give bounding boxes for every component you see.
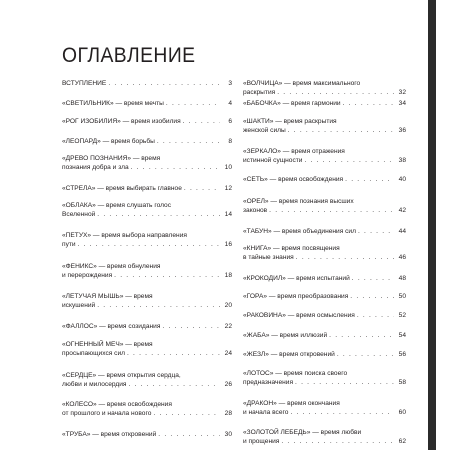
toc-entry-text: «РОГ ИЗОБИЛИЯ» — время изобилия: [62, 118, 181, 125]
dot-leader: [114, 272, 220, 281]
dot-leader: [277, 89, 394, 98]
toc-entry[interactable]: [62, 202, 232, 219]
toc-entry-text: ВСТУПЛЕНИЕ: [62, 80, 107, 87]
toc-entry-text: в тайные знания: [243, 253, 294, 261]
toc-entry-text: и перерождения: [62, 271, 113, 279]
dot-leader: [352, 275, 394, 284]
toc-page-number: 34: [398, 100, 406, 107]
toc-entry-text: «ЛЕОПАРД» — время борьбы: [62, 138, 155, 145]
toc-entry-text: и прощения: [243, 437, 280, 445]
toc-entry-text: любви и милосердия: [62, 380, 127, 388]
toc-entry[interactable]: [62, 372, 232, 389]
dot-leader: [350, 293, 394, 302]
toc-entry-text: «СЕРДЦЕ» — время открытия сердца,: [62, 372, 181, 379]
dot-leader: [78, 241, 220, 250]
dot-leader: [357, 312, 394, 321]
dot-leader: [295, 379, 394, 388]
toc-entry-text: просыпающихся сил: [62, 349, 125, 357]
toc-entry-text: от прошлого и начала нового: [62, 409, 152, 417]
toc-entry-text: истинной сущности: [243, 156, 303, 164]
toc-entry[interactable]: [62, 323, 232, 332]
toc-page-number: 8: [228, 138, 232, 145]
toc-entry-text: «ГОРА» — время преобразования: [243, 293, 349, 300]
toc-entry[interactable]: [62, 401, 232, 418]
toc-entry-text: «ЗЕРКАЛО» — время отражения: [243, 148, 345, 155]
toc-entry-text: «ЗОЛОТОЙ ЛЕБЕДЬ» — время любви: [243, 429, 362, 436]
toc-entry-text: «БАБОЧКА» — время гармонии: [243, 100, 341, 107]
dot-leader: [153, 410, 220, 419]
toc-entry[interactable]: [62, 431, 232, 440]
toc-entry[interactable]: [62, 80, 232, 89]
toc-entry-text: и начала всего: [243, 408, 289, 416]
toc-page-number: 3: [228, 80, 232, 87]
toc-entry[interactable]: [62, 100, 232, 109]
dot-leader: [184, 185, 220, 194]
dot-leader: [131, 164, 220, 173]
dot-leader: [296, 254, 394, 263]
dot-leader: [162, 323, 220, 332]
dot-leader: [108, 80, 220, 89]
dot-leader: [269, 207, 394, 216]
toc-entry[interactable]: [243, 332, 406, 341]
toc-entry-text: «ЛЕТУЧАЯ МЫШЬ» — время: [62, 293, 153, 300]
toc-page-number: 30: [224, 431, 232, 438]
toc-page-number: 58: [398, 378, 406, 386]
dot-leader: [290, 409, 394, 418]
toc-entry-text: «РАКОВИНА» — время осмысления: [243, 312, 355, 319]
toc-page-number: 60: [398, 408, 406, 416]
toc-entry[interactable]: [243, 370, 406, 387]
toc-entry-text: «ФАЛЛОС» — время созидания: [62, 323, 161, 330]
toc-entry-text: «СВЕТИЛЬНИК» — время мечты: [62, 100, 164, 107]
toc-entry-text: Вселенной: [62, 210, 96, 218]
toc-page-number: 12: [224, 185, 232, 192]
toc-entry-text: пути: [62, 240, 76, 248]
toc-page-number: 52: [398, 312, 406, 319]
toc-entry[interactable]: [62, 118, 232, 127]
toc-page-number: 48: [398, 275, 406, 282]
dot-leader: [343, 100, 394, 109]
dot-leader: [345, 176, 394, 185]
toc-page-number: 14: [224, 210, 232, 218]
toc-entry-text: предназначения: [243, 378, 294, 386]
toc-entry-text: «СЕТЬ» — время освобождения: [243, 176, 344, 183]
toc-page-number: 62: [398, 437, 406, 445]
toc-entry[interactable]: [243, 118, 406, 135]
toc-page-number: 24: [224, 349, 232, 357]
toc-entry[interactable]: [243, 198, 406, 215]
toc-page-number: 38: [398, 156, 406, 164]
toc-entry[interactable]: [62, 232, 232, 249]
toc-entry[interactable]: [62, 138, 232, 147]
page-title: ОГЛАВЛЕНИЕ: [62, 44, 196, 67]
toc-entry-text: «ПЕТУХ» — время выбора направления: [62, 232, 187, 239]
toc-entry-text: познания добра и зла: [62, 163, 129, 171]
toc-entry-text: «ДРАКОН» — время окончания: [243, 400, 340, 407]
dot-leader: [127, 350, 220, 359]
toc-entry[interactable]: [243, 293, 406, 302]
toc-entry-text: «ЖАБА» — время иллюзий: [243, 332, 328, 339]
toc-entry-text: «ЛОТОС» — время поиска своего: [243, 370, 348, 377]
toc-entry-text: «СТРЕЛА» — время выбирать главное: [62, 185, 182, 192]
dot-leader: [281, 438, 394, 447]
toc-page-number: 36: [398, 126, 406, 134]
dot-leader: [166, 100, 220, 109]
toc-entry-text: «ТАБУН» — время объединения сил: [243, 228, 356, 235]
toc-entry[interactable]: [243, 400, 406, 417]
toc-page-number: 4: [228, 100, 232, 107]
dot-leader: [288, 127, 394, 136]
toc-entry[interactable]: [243, 312, 406, 321]
dot-leader: [304, 157, 394, 166]
toc-page-number: 22: [224, 323, 232, 330]
toc-entry[interactable]: [243, 275, 406, 284]
dot-leader: [337, 351, 394, 360]
toc-entry[interactable]: [243, 245, 406, 262]
toc-entry[interactable]: [243, 176, 406, 185]
toc-entry-text: «ЖЕЗЛ» — время откровений: [243, 351, 335, 358]
toc-entry-text: искушений: [62, 301, 96, 309]
toc-page-number: 44: [398, 228, 406, 235]
toc-entry[interactable]: [62, 263, 232, 280]
toc-entry[interactable]: [243, 148, 406, 165]
dot-leader: [97, 302, 220, 311]
toc-entry[interactable]: [62, 155, 232, 172]
toc-page-number: 46: [398, 253, 406, 261]
toc-page-number: 50: [398, 293, 406, 300]
toc-page-number: 28: [224, 409, 232, 417]
toc-page-number: 10: [224, 163, 232, 171]
toc-entry[interactable]: [62, 185, 232, 194]
toc-page-number: 16: [224, 240, 232, 248]
toc-entry-text: «ДРЕВО ПОЗНАНИЯ» — время: [62, 155, 161, 162]
toc-entry[interactable]: [243, 228, 406, 237]
toc-entry[interactable]: [243, 429, 406, 446]
toc-page-number: 42: [398, 206, 406, 214]
dot-leader: [358, 228, 394, 237]
dot-leader: [129, 381, 221, 390]
toc-entry-text: «КОЛЕСО» — время освобождения: [62, 401, 172, 408]
toc-page-number: 18: [224, 271, 232, 279]
toc-entry[interactable]: [243, 100, 406, 109]
toc-entry-text: «ВОЛЧИЦА» — время максимального: [243, 80, 361, 87]
toc-entry[interactable]: [243, 80, 406, 97]
toc-page-number: 26: [224, 380, 232, 388]
dot-leader: [157, 138, 220, 147]
toc-page-number: 40: [398, 176, 406, 183]
toc-entry[interactable]: [243, 351, 406, 360]
toc-page-number: 6: [228, 118, 232, 125]
toc-entry-text: «КРОКОДИЛ» — время испытаний: [243, 275, 350, 282]
dot-leader: [158, 431, 220, 440]
toc-entry-text: законов: [243, 206, 268, 214]
toc-entry-text: раскрытия: [243, 88, 276, 96]
toc-entry-text: «ОРЕЛ» — время познания высших: [243, 198, 354, 205]
dot-leader: [97, 211, 220, 220]
toc-entry-text: «ФЕНИКС» — время обнуления: [62, 263, 161, 270]
dot-leader: [183, 118, 220, 127]
toc-entry-text: «ОБЛАКА» — время слушать голос: [62, 202, 171, 209]
toc-entry-text: «КНИГА» — время посвящения: [243, 245, 340, 252]
toc-entry[interactable]: [62, 341, 232, 358]
toc-entry-text: женской силы: [243, 126, 286, 134]
toc-entry-text: «ОГНЕННЫЙ МЕЧ» — время: [62, 341, 153, 348]
toc-page-number: 56: [398, 351, 406, 358]
toc-entry-text: «ШАКТИ» — время раскрытия: [243, 118, 337, 125]
toc-page-number: 32: [398, 88, 406, 96]
dot-leader: [329, 332, 394, 341]
page-edge-bar: [428, 0, 436, 450]
toc-entry[interactable]: [62, 293, 232, 310]
toc-page-number: 20: [224, 301, 232, 309]
toc-entry-text: «ТРУБА» — время откровений: [62, 431, 157, 438]
toc-page-number: 54: [398, 332, 406, 339]
